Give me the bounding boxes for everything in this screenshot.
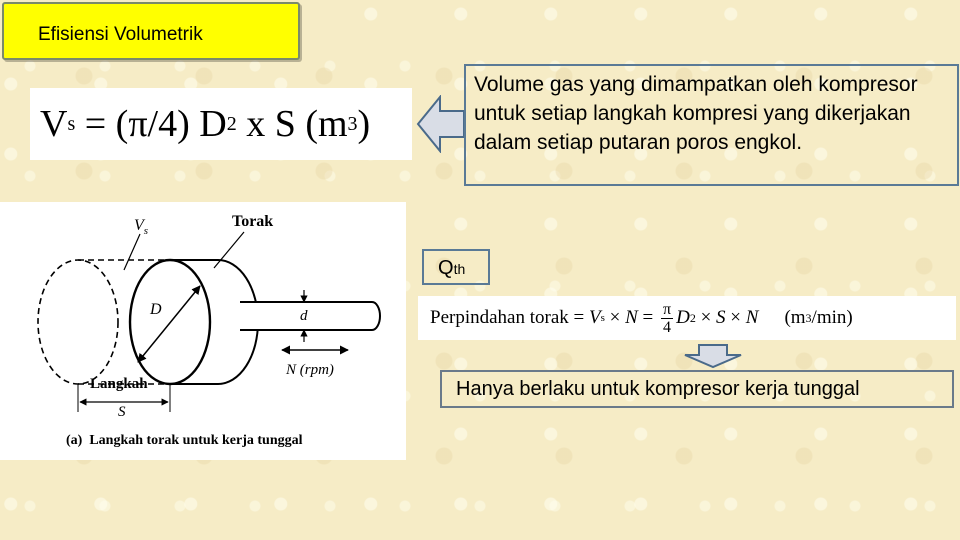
fq-d: D <box>676 307 690 328</box>
qth-sub: th <box>453 261 466 277</box>
fq-vs: V <box>588 307 601 328</box>
label-langkah: Langkah <box>90 376 148 392</box>
fq-x3: × <box>725 307 746 328</box>
fq-fraction <box>661 301 673 336</box>
swept-volume-formula <box>30 88 412 160</box>
fq-unit-sup: 3 <box>805 310 812 325</box>
fq-n1: N <box>625 307 638 328</box>
qth-main: Q <box>438 257 454 279</box>
fq-unit: (m <box>784 307 806 328</box>
fq-x2: × <box>695 307 717 328</box>
formula-vs-sup1: 2 <box>226 112 237 135</box>
formula-vs-sup2: 3 <box>347 112 358 135</box>
label-d: d <box>300 308 308 324</box>
fq-four: 4 <box>663 318 672 336</box>
arrow-left-icon <box>416 95 466 153</box>
svg-text:Vs <box>134 217 148 237</box>
arrow-down-icon <box>683 343 743 369</box>
fq-text1: Perpindahan torak = <box>430 307 589 328</box>
description-box <box>464 64 959 186</box>
formula-vs-lhs: V <box>40 103 68 145</box>
fq-x1: × <box>604 307 626 328</box>
label-S: S <box>118 404 126 420</box>
formula-vs-lhs-sub: s <box>67 112 76 135</box>
note-box <box>440 370 954 408</box>
fq-n2: N <box>745 307 759 328</box>
formula-vs-end: ) <box>357 103 371 145</box>
description-text: Volume gas yang dimampatkan oleh kompresor untuk setiap langkah kompresi yang dikerjakan dalam setiap putaran poros engkol. <box>474 73 918 154</box>
fq-unit-end: /min) <box>811 307 853 328</box>
formula-vs-mid: x S (m <box>236 103 348 145</box>
fq-pi: π <box>663 300 672 318</box>
piston-rod <box>240 302 380 330</box>
formula-vs-eq: = (π/4) D <box>75 103 227 145</box>
slide-title: Efisiensi Volumetrik <box>38 24 203 45</box>
label-N: N (rpm) <box>286 362 334 378</box>
diagram-caption: (a) Langkah torak untuk kerja tunggal <box>66 433 303 448</box>
label-vs-sub: s <box>143 225 149 237</box>
swept-volume-ellipse <box>38 260 118 384</box>
slide-title-box <box>2 2 300 60</box>
fq-vs-sub: s <box>600 312 605 324</box>
fq-d-sup: 2 <box>689 310 696 325</box>
qth-label-box <box>422 249 490 285</box>
piston-diagram <box>0 202 406 460</box>
note-text: Hanya berlaku untuk kompresor kerja tunggal <box>456 378 860 400</box>
fq-eq2: = <box>637 307 658 328</box>
label-D: D <box>150 301 162 318</box>
label-torak: Torak <box>232 213 274 230</box>
label-vs: V <box>134 217 144 234</box>
fq-s: S <box>716 307 726 328</box>
displacement-formula <box>418 296 956 340</box>
